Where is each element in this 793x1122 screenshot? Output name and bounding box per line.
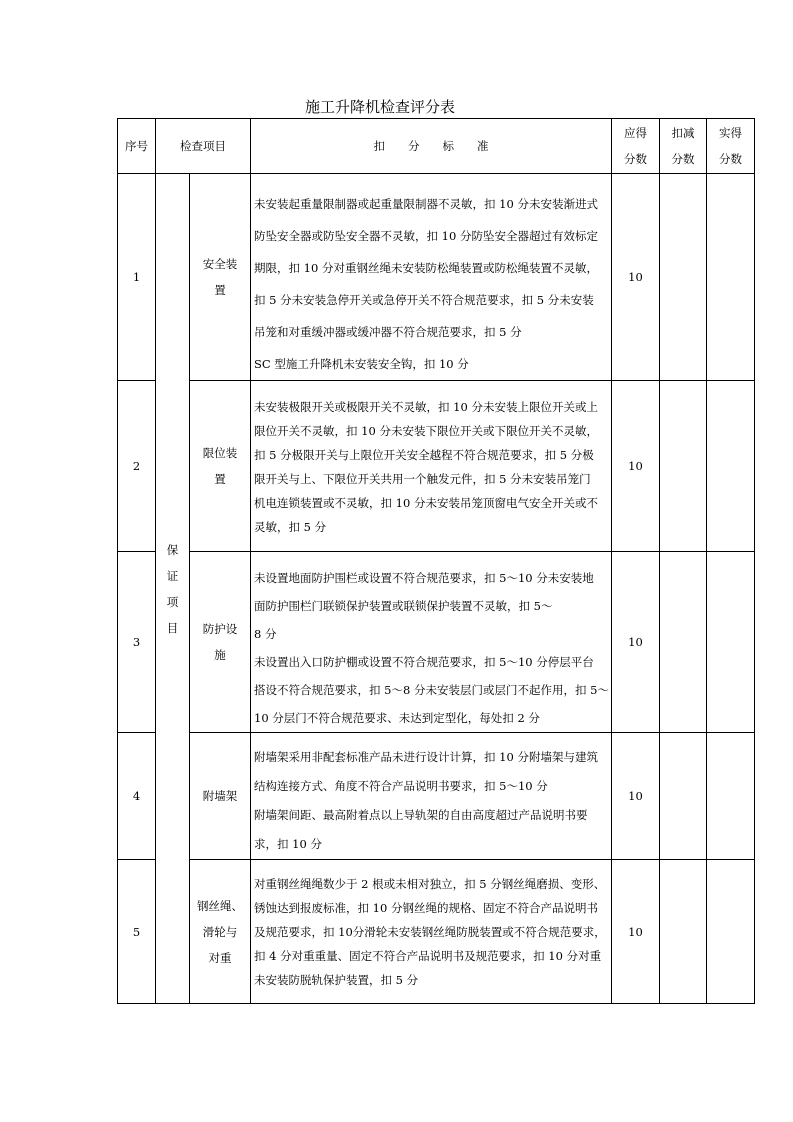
criteria-line: 吊笼和对重缓冲器或缓冲器不符合规范要求，扣 5 分 <box>254 325 522 339</box>
row-item-line: 滑轮与 <box>202 924 238 939</box>
criteria-line: 10 分层门不符合规范要求、未达到定型化，每处扣 2 分 <box>254 711 540 725</box>
criteria-line: 未设置地面防护围栏或设置不符合规范要求，扣 5～10 分未安装地 <box>254 571 594 585</box>
page-title <box>0 96 760 117</box>
row-deduct-score[interactable] <box>660 733 707 860</box>
row-due-score: 10 <box>612 552 660 733</box>
criteria-line: 期限，扣 10 分对重钢丝绳未安装防松绳装置或防松绳装置不灵敏， <box>254 261 598 275</box>
table-row <box>118 733 755 860</box>
criteria-line: SC 型施工升降机未安装安全钩，扣 10 分 <box>254 357 469 371</box>
criteria-line: 未安装极限开关或极限开关不灵敏，扣 10 分未安装上限位开关或上 <box>254 400 598 414</box>
criteria-line: 机电连锁装置或不灵敏，扣 10 分未安装吊笼顶窗电气安全开关或不 <box>254 496 598 510</box>
criteria-line: 扣 4 分对重重量、固定不符合产品说明书及规范要求，扣 10 分对重 <box>254 949 602 963</box>
row-deduct-score[interactable] <box>660 174 707 381</box>
row-due-score: 10 <box>612 860 660 1004</box>
header-actual <box>707 119 755 174</box>
score-table <box>117 118 755 1004</box>
row-deduct-score[interactable] <box>660 552 707 733</box>
row-seq: 5 <box>118 860 156 1004</box>
criteria-line: 限开关与上、下限位开关共用一个触发元件，扣 5 分未安装吊笼门 <box>254 472 591 486</box>
header-item: 检查项目 <box>156 119 251 174</box>
criteria-line: 未安装起重量限制器或起重量限制器不灵敏，扣 10 分未安装渐进式 <box>254 197 598 211</box>
row-criteria <box>251 381 612 552</box>
row-criteria <box>251 733 612 860</box>
row-criteria <box>251 552 612 733</box>
row-due-score: 10 <box>612 174 660 381</box>
row-deduct-score[interactable] <box>660 381 707 552</box>
row-actual-score[interactable] <box>707 860 755 1004</box>
row-due-score: 10 <box>612 381 660 552</box>
header-seq: 序号 <box>118 119 156 174</box>
row-item-line: 安全装 <box>202 257 238 271</box>
group-label <box>156 174 190 1004</box>
header-due <box>612 119 660 174</box>
row-item-line: 防护设 <box>202 622 238 636</box>
row-item <box>190 381 251 552</box>
row-due-score: 10 <box>612 733 660 860</box>
header-row <box>118 119 755 174</box>
row-seq: 4 <box>118 733 156 860</box>
header-due-l2: 分数 <box>624 152 647 166</box>
row-item-line: 附墙架 <box>202 789 238 803</box>
table-row <box>118 860 755 1004</box>
criteria-line: 灵敏，扣 5 分 <box>254 520 327 534</box>
header-actual-l1: 实得 <box>719 126 742 140</box>
row-actual-score[interactable] <box>707 733 755 860</box>
row-deduct-score[interactable] <box>660 860 707 1004</box>
row-criteria <box>251 174 612 381</box>
row-item <box>190 174 251 381</box>
criteria-line: 附墙架间距、最高附着点以上导轨架的自由高度超过产品说明书要 <box>254 808 588 822</box>
row-item-line: 限位装 <box>202 446 238 460</box>
row-seq: 2 <box>118 381 156 552</box>
header-deduct-l1: 扣减 <box>671 126 695 140</box>
header-deduct-l2: 分数 <box>671 152 695 166</box>
criteria-line: 对重钢丝绳绳数少于 2 根或未相对独立，扣 5 分钢丝绳磨损、变形、 <box>254 877 606 891</box>
header-due-l1: 应得 <box>624 126 647 140</box>
row-actual-score[interactable] <box>707 174 755 381</box>
group-label-char: 证 <box>166 568 179 583</box>
criteria-line: 防坠安全器或防坠安全器不灵敏，扣 10 分防坠安全器超过有效标定 <box>254 229 598 243</box>
criteria-line: 及规范要求，扣 10分滑轮未安装钢丝绳防脱装置或不符合规范要求， <box>254 925 606 939</box>
criteria-line: 结构连接方式、角度不符合产品说明书要求，扣 5～10 分 <box>254 779 548 793</box>
row-item <box>190 552 251 733</box>
group-label-char: 保 <box>166 542 179 557</box>
criteria-line: 求，扣 10 分 <box>254 837 322 851</box>
criteria-line: 锈蚀达到报废标准，扣 10 分钢丝绳的规格、固定不符合产品说明书 <box>254 901 598 915</box>
criteria-line: 搭设不符合规范要求，扣 5～8 分未安装层门或层门不起作用，扣 5～ <box>254 683 609 697</box>
criteria-line: 面防护围栏门联锁保护装置或联锁保护装置不灵敏，扣 5～ <box>254 599 553 613</box>
table-row <box>118 174 755 381</box>
header-deduct <box>660 119 707 174</box>
group-label-char: 项 <box>166 594 179 609</box>
row-item <box>190 860 251 1004</box>
group-label-char: 目 <box>166 620 179 635</box>
row-item-line: 施 <box>214 648 226 662</box>
criteria-line: 8 分 <box>254 627 277 641</box>
row-item-line: 对重 <box>208 950 232 965</box>
criteria-line: 未设置出入口防护棚或设置不符合规范要求，扣 5～10 分停层平台 <box>254 655 594 669</box>
criteria-line: 附墙架采用非配套标准产品未进行设计计算，扣 10 分附墙架与建筑 <box>254 750 598 764</box>
criteria-line: 扣 5 分极限开关与上限位开关安全越程不符合规范要求，扣 5 分极 <box>254 448 594 462</box>
row-seq: 1 <box>118 174 156 381</box>
row-actual-score[interactable] <box>707 381 755 552</box>
row-item <box>190 733 251 860</box>
row-actual-score[interactable] <box>707 552 755 733</box>
row-seq: 3 <box>118 552 156 733</box>
row-item-line: 钢丝绳、 <box>197 898 243 913</box>
criteria-line: 限位开关不灵敏，扣 10 分未安装下限位开关或下限位开关不灵敏， <box>254 424 598 438</box>
header-criteria: 扣 分 标 准 <box>251 119 612 174</box>
row-item-line: 置 <box>214 283 226 297</box>
table-row <box>118 381 755 552</box>
header-actual-l2: 分数 <box>719 152 742 166</box>
row-item-line: 置 <box>214 472 226 486</box>
title-text: 施工升降机检查评分表 <box>304 98 455 116</box>
table-row <box>118 552 755 733</box>
criteria-line: 扣 5 分未安装急停开关或急停开关不符合规范要求，扣 5 分未安装 <box>254 293 594 307</box>
criteria-line: 未安装防脱轨保护装置，扣 5 分 <box>254 973 419 987</box>
row-criteria <box>251 860 612 1004</box>
